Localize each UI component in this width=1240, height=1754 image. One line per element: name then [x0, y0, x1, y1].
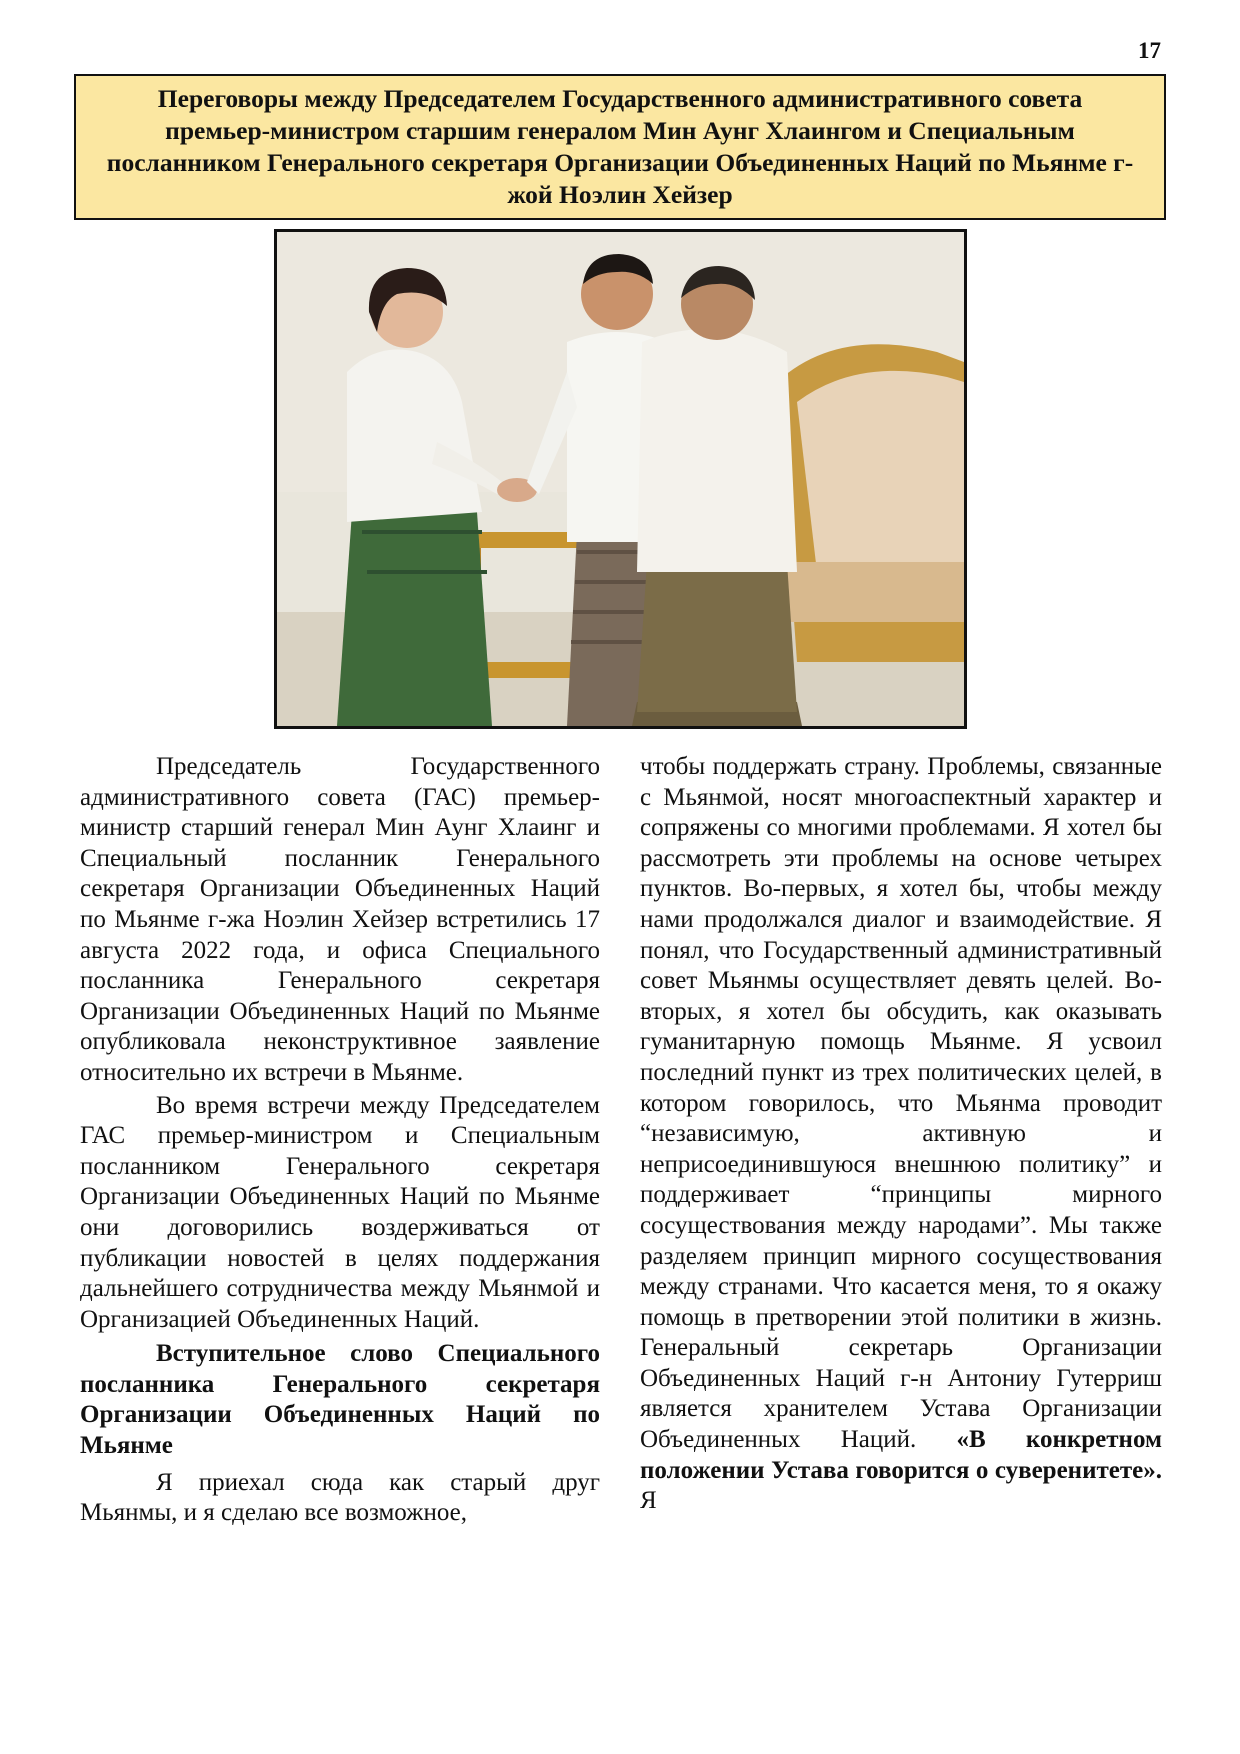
- right-paragraph-text: чтобы поддержать страну. Проблемы, связанные с Мьянмой, носят многоаспектный характер и сопряжены со многими проблемами. Я хотел бы рассмотреть эти проблемы на основе четырех пунктов. Во-первых, я хотел бы, чтобы между нами продолжался диалог и взаимодействие. Я понял, что Государственный административный совет Мьянмы осуществляет девять целей. Во-вторых, я хотел бы обсудить, как оказывать гуманитарную помощь Мьянме. Я усвоил последний пункт из трех политических целей, в котором говорилось, что Мьянма проводит “независимую, активную и неприсоединившуюся внешнюю политику” и поддерживает “принципы мирного сосуществования между народами”. Мы также разделяем принцип мирного сосуществования между странами. Что касается меня, то я окажу помощь в претворении этой политики в жизнь. Генеральный секретарь Организации Объединенных Наций г-н Антониу Гутерриш является хранителем Устава Организации Объединенных Наций.: [640, 753, 1162, 1454]
- right-column: [640, 752, 1162, 1519]
- right-paragraph-bold-quote: «В конкретном положении Устава говорится о суверенитете».: [640, 1426, 1163, 1484]
- left-paragraph-2: Во время встречи между Председателем ГАС премьер-министром и Специальным посланником Генерального секретаря Организации Объединенных Наций по Мьянме они договорились воздерживаться от публикации новостей в целях поддержания дальнейшего сотрудничества между Мьянмой и Организацией Объединенных Наций.: [80, 1091, 600, 1333]
- article-title: Переговоры между Председателем Государственного административного совета премьер-министром старшим генералом Мин Аунг Хлаингом и Специальным посланником Генерального секретаря Организации Объединенных Наций по Мьянме г-жой Ноэлин Хейзер: [106, 84, 1134, 209]
- section-subheading: Вступительное слово Специального посланника Генерального секретаря Организации Объединенных Наций по Мьянме: [80, 1340, 600, 1460]
- left-paragraph-3: Я приехал сюда как старый друг Мьянмы, и я сделаю все возможное,: [80, 1468, 600, 1527]
- article-title-box: [74, 74, 1166, 220]
- right-paragraph-tail: Я: [640, 1487, 657, 1515]
- left-paragraph-1: Председатель Государственного административного совета (ГАС) премьер-министр старший генерал Мин Аунг Хлаинг и Специальный посланник Генерального секретаря Организации Объединенных Наций по Мьянме г-жа Ноэлин Хейзер встретились 17 августа 2022 года, и офиса Специального посланника Генерального секретаря Организации Объединенных Наций по Мьянме опубликовала неконструктивное заявление относительно их встречи в Мьянме.: [80, 753, 600, 1086]
- left-column: [80, 752, 600, 1531]
- right-paragraph-1: [640, 752, 1162, 1517]
- meeting-photo: [274, 229, 967, 729]
- page-number: 17: [1138, 38, 1161, 63]
